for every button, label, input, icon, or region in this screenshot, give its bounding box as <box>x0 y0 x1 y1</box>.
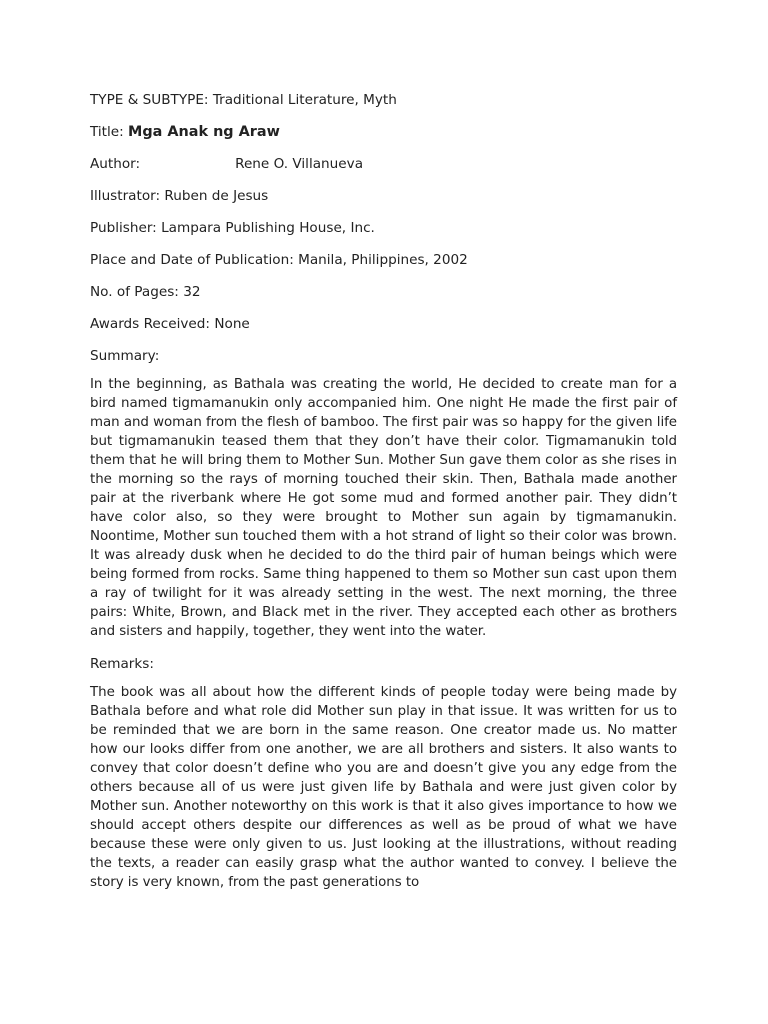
title-line <box>90 123 677 141</box>
author-label: Author: <box>90 156 141 172</box>
author-line <box>90 155 677 173</box>
remarks-heading: Remarks: <box>90 656 154 672</box>
type-subtype-line: TYPE & SUBTYPE: Traditional Literature, Myth <box>90 92 397 108</box>
book-title: Mga Anak ng Araw <box>128 124 280 140</box>
awards-line: Awards Received: None <box>90 316 250 332</box>
remarks-paragraph: The book was all about how the different kinds of people today were being made by Bathala before and what role did Mother sun play in that issue. It was written for us to be reminded that we are born in the same reason. One creator made us. No matter how our looks differ from one another, we are all brothers and sisters. It also wants to convey that color doesn’t define who you are and doesn’t give you any edge from the others because all of us were just given life by Bathala and were just given color by Mother sun. Another noteworthy on this work is that it also gives importance to how we should accept others despite our differences as well as be proud of what we have because these were only given to us. Just looking at the illustrations, without reading the texts, a reader can easily grasp what the author wanted to convey. I believe the story is very known, from the past generations to <box>90 685 677 890</box>
summary-paragraph: In the beginning, as Bathala was creating the world, He decided to create man for a bird named tigmamanukin only accompanied him. One night He made the first pair of man and woman from the flesh of bamboo. The first pair was so happy for the given life but tigmamanukin teased them that they don’t have their color. Tigmamanukin told them that he will bring them to Mother Sun. Mother Sun gave them color as she rises in the morning so the rays of morning touched their skin. Then, Bathala made another pair at the riverbank where He got some mud and formed another pair. They didn’t have color also, so they were brought to Mother sun again by tigmamanukin. Noontime, Mother sun touched them with a hot strand of light so their color was brown. It was already dusk when he decided to do the third pair of human beings which were being formed from rocks. Same thing happened to them so Mother sun cast upon them a ray of twilight for it was already setting in the west. The next morning, the three pairs: White, Brown, and Black met in the river. They accepted each other as brothers and sisters and happily, together, they went into the water. <box>90 377 677 639</box>
illustrator-line: Illustrator: Ruben de Jesus <box>90 188 269 204</box>
place-date-line: Place and Date of Publication: Manila, Philippines, 2002 <box>90 252 468 268</box>
author-name: Rene O. Villanueva <box>235 156 364 172</box>
document-page <box>90 91 677 906</box>
summary-heading: Summary: <box>90 348 160 364</box>
publisher-line: Publisher: Lampara Publishing House, Inc. <box>90 220 375 236</box>
title-label: Title: <box>90 124 129 140</box>
pages-line: No. of Pages: 32 <box>90 284 201 300</box>
